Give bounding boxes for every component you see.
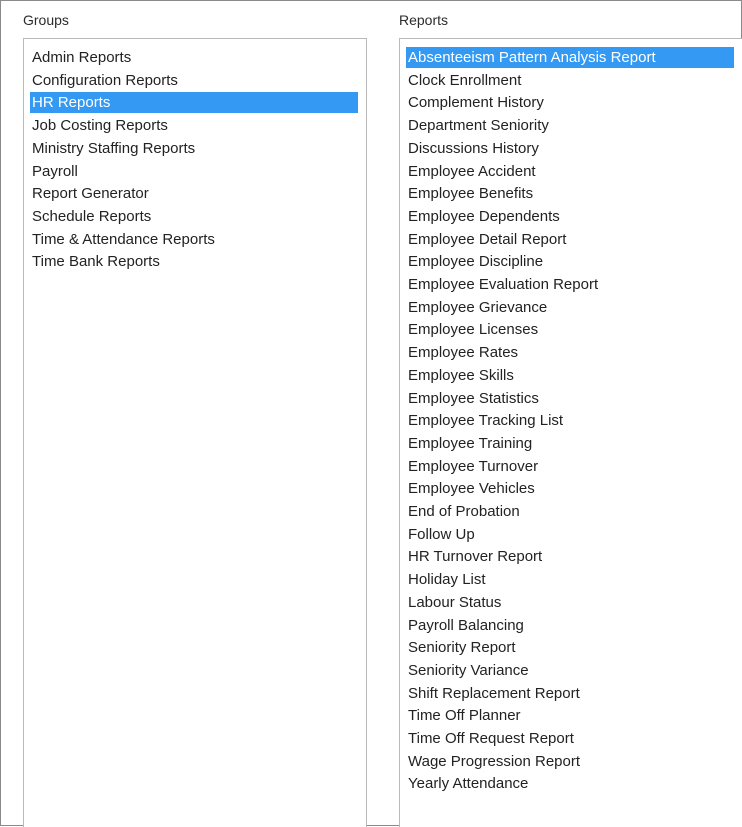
group-list-item[interactable]: Time Bank Reports — [32, 253, 160, 271]
group-list-item[interactable]: Schedule Reports — [32, 207, 152, 225]
report-list-item[interactable]: Employee Tracking List — [408, 412, 564, 430]
report-list-item[interactable]: Employee Detail Report — [408, 230, 567, 248]
report-list-item[interactable]: Follow Up — [408, 525, 475, 543]
reports-listbox[interactable] — [399, 38, 742, 827]
report-list-item[interactable]: Yearly Attendance — [408, 775, 529, 793]
report-list-item[interactable]: Employee Skills — [408, 366, 514, 384]
report-list-item[interactable]: HR Turnover Report — [408, 548, 543, 566]
report-list-item[interactable]: Employee Grievance — [408, 298, 548, 316]
group-list-item[interactable]: Time & Attendance Reports — [32, 230, 215, 248]
group-list-item[interactable]: Admin Reports — [32, 49, 132, 66]
reports-label: Reports — [399, 12, 449, 28]
group-list-item[interactable]: HR Reports — [30, 92, 358, 113]
report-list-item[interactable]: Absenteeism Pattern Analysis Report — [406, 47, 734, 68]
report-list-item[interactable]: Time Off Request Report — [408, 730, 574, 747]
report-list-item[interactable]: Employee Turnover — [408, 457, 539, 475]
report-list-item[interactable]: Department Seniority — [408, 117, 549, 135]
groups-listbox[interactable] — [23, 38, 367, 827]
report-list-item[interactable]: Wage Progression Report — [408, 752, 581, 770]
report-list-item[interactable]: Labour Status — [408, 593, 502, 611]
report-list-item[interactable]: Holiday List — [408, 571, 486, 589]
report-list-item[interactable]: Employee Vehicles — [408, 480, 535, 498]
report-list-item[interactable]: Employee Evaluation Report — [408, 276, 599, 293]
group-list-item[interactable]: Report Generator — [32, 185, 149, 203]
group-list-item[interactable]: Job Costing Reports — [32, 117, 168, 135]
report-list-item[interactable]: Discussions History — [408, 139, 539, 157]
report-list-item[interactable]: Employee Accident — [408, 162, 536, 180]
report-list-item[interactable]: Time Off Planner — [408, 707, 521, 725]
report-list-item[interactable]: End of Probation — [408, 503, 520, 520]
report-list-item[interactable]: Employee Training — [408, 434, 533, 452]
report-list-item[interactable]: Employee Rates — [408, 344, 519, 362]
report-list-item[interactable]: Shift Replacement Report — [408, 684, 580, 702]
report-list-item[interactable]: Employee Dependents — [408, 207, 560, 225]
report-list-item[interactable]: Employee Benefits — [408, 185, 534, 203]
report-list-item[interactable]: Payroll Balancing — [408, 616, 524, 634]
groups-label: Groups — [23, 12, 69, 28]
report-list-item[interactable]: Seniority Variance — [408, 661, 529, 679]
group-list-item[interactable]: Payroll — [32, 162, 78, 180]
report-list-item[interactable]: Seniority Report — [408, 639, 516, 657]
report-list-item[interactable]: Complement History — [408, 94, 544, 112]
group-list-item[interactable]: Ministry Staffing Reports — [32, 139, 196, 157]
report-list-item[interactable]: Employee Discipline — [408, 253, 544, 271]
report-list-item[interactable]: Employee Licenses — [408, 321, 539, 339]
report-list-item[interactable]: Employee Statistics — [408, 389, 539, 407]
group-list-item[interactable]: Configuration Reports — [32, 71, 178, 89]
report-list-item[interactable]: Clock Enrollment — [408, 71, 522, 89]
